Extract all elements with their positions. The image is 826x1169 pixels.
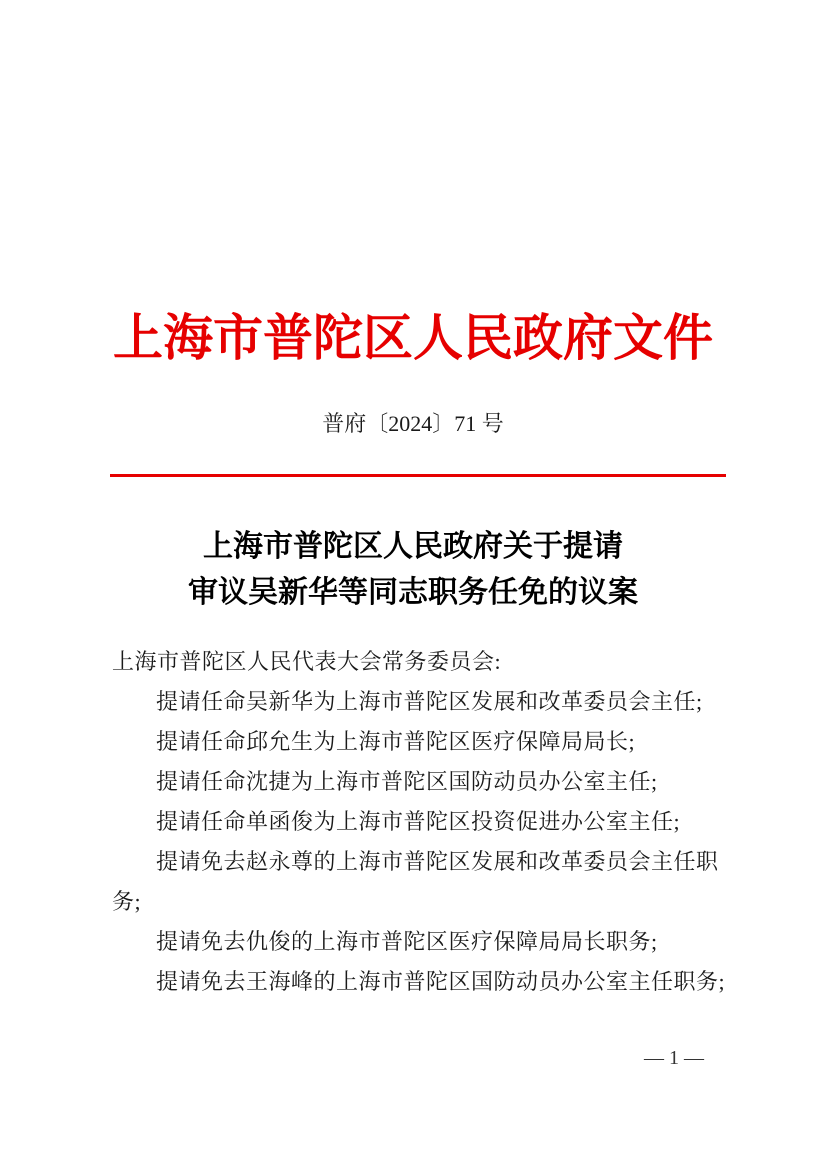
issuing-org-title: 上海市普陀区人民政府文件 [113,310,713,366]
document-body [112,642,728,1002]
body-line: 提请免去赵永尊的上海市普陀区发展和改革委员会主任职 [156,849,719,874]
document-title [0,524,826,616]
body-line: 提请免去仇俊的上海市普陀区医疗保障局局长职务; [156,929,658,954]
body-line: 提请免去王海峰的上海市普陀区国防动员办公室主任职务; [156,969,726,994]
page-number: — 1 — [644,1047,704,1069]
body-line-wrap-continuation: 务; [112,889,142,914]
red-divider-line [110,474,726,477]
salutation: 上海市普陀区人民代表大会常务委员会: [112,649,502,674]
body-line: 提请任命沈捷为上海市普陀区国防动员办公室主任; [156,769,658,794]
body-line: 提请任命单函俊为上海市普陀区投资促进办公室主任; [156,809,681,834]
document-title-line-2: 审议吴新华等同志职务任免的议案 [188,576,638,609]
body-line: 提请任命邱允生为上海市普陀区医疗保障局局长; [156,729,636,754]
body-line: 提请任命吴新华为上海市普陀区发展和改革委员会主任; [156,689,703,714]
document-title-line-1: 上海市普陀区人民政府关于提请 [203,530,623,563]
document-number: 普府〔2024〕71 号 [322,411,504,436]
